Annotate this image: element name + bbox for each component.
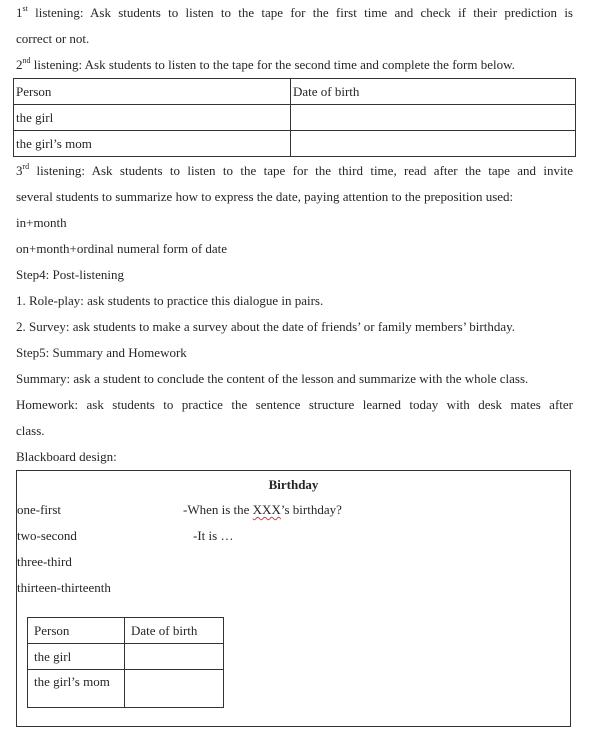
form-cell-date — [291, 131, 576, 157]
placeholder-name: XXX — [252, 502, 281, 517]
ordinal-item: three-third — [17, 554, 72, 569]
board-form-cell-person: the girl’s mom — [28, 670, 125, 708]
form-cell-person: the girl’s mom — [14, 131, 291, 157]
board-form-header-person: Person — [28, 618, 125, 644]
step5-heading: Step5: Summary and Homework — [16, 345, 187, 360]
board-form — [27, 617, 224, 708]
ordinal-item: one-first — [17, 502, 62, 517]
text-line: on+month+ordinal numeral form of date — [16, 241, 228, 256]
board-title: Birthday — [268, 477, 319, 492]
text-line: Summary: ask a student to conclude the content of the lesson and summarize with the whole class. — [16, 371, 529, 386]
form-cell-person: the girl — [14, 105, 291, 131]
board-form-header-date: Date of birth — [125, 618, 224, 644]
form-row — [14, 105, 576, 131]
listening1-line1: 1st listening: Ask students to listen to the tape for the first time and check if their prediction is — [16, 4, 573, 20]
board-form-cell-date — [125, 644, 224, 670]
blackboard-label: Blackboard design: — [16, 449, 117, 464]
listening1-line2: correct or not. — [16, 31, 90, 46]
board-form-row — [28, 644, 224, 670]
board-form-cell-person: the girl — [28, 644, 125, 670]
listening3-line1: 3rd listening: Ask students to listen to the tape for the third time, read after the tape and invite — [16, 162, 573, 178]
board-question: -When is the XXX’s birthday? — [183, 502, 342, 517]
homework-line1: Homework: ask students to practice the sentence structure learned today with desk mates after — [16, 397, 573, 412]
ordinal-item: two-second — [17, 528, 77, 543]
board-form-header-row — [28, 618, 224, 644]
text-line: in+month — [16, 215, 67, 230]
step4-heading: Step4: Post-listening — [16, 267, 124, 282]
form-row — [14, 131, 576, 157]
board-form-cell-date — [125, 670, 224, 708]
listening3-line2: several students to summarize how to express the date, paying attention to the preposition used: — [16, 189, 514, 204]
form-header-person: Person — [14, 79, 291, 105]
form-header-row — [14, 79, 576, 105]
homework-line2: class. — [16, 423, 45, 438]
text-line: 1. Role-play: ask students to practice this dialogue in pairs. — [16, 293, 324, 308]
listening2-line: 2nd listening: Ask students to listen to the tape for the second time and complete the form below. — [16, 56, 515, 72]
form-header-date: Date of birth — [291, 79, 576, 105]
board-answer: -It is … — [193, 528, 234, 543]
ordinal-item: thirteen-thirteenth — [17, 580, 111, 595]
text-line: 2. Survey: ask students to make a survey about the date of friends’ or family members’ birthday. — [16, 319, 516, 334]
birth-date-form — [13, 78, 576, 157]
form-cell-date — [291, 105, 576, 131]
blackboard-box — [16, 470, 571, 727]
board-form-row — [28, 670, 224, 708]
